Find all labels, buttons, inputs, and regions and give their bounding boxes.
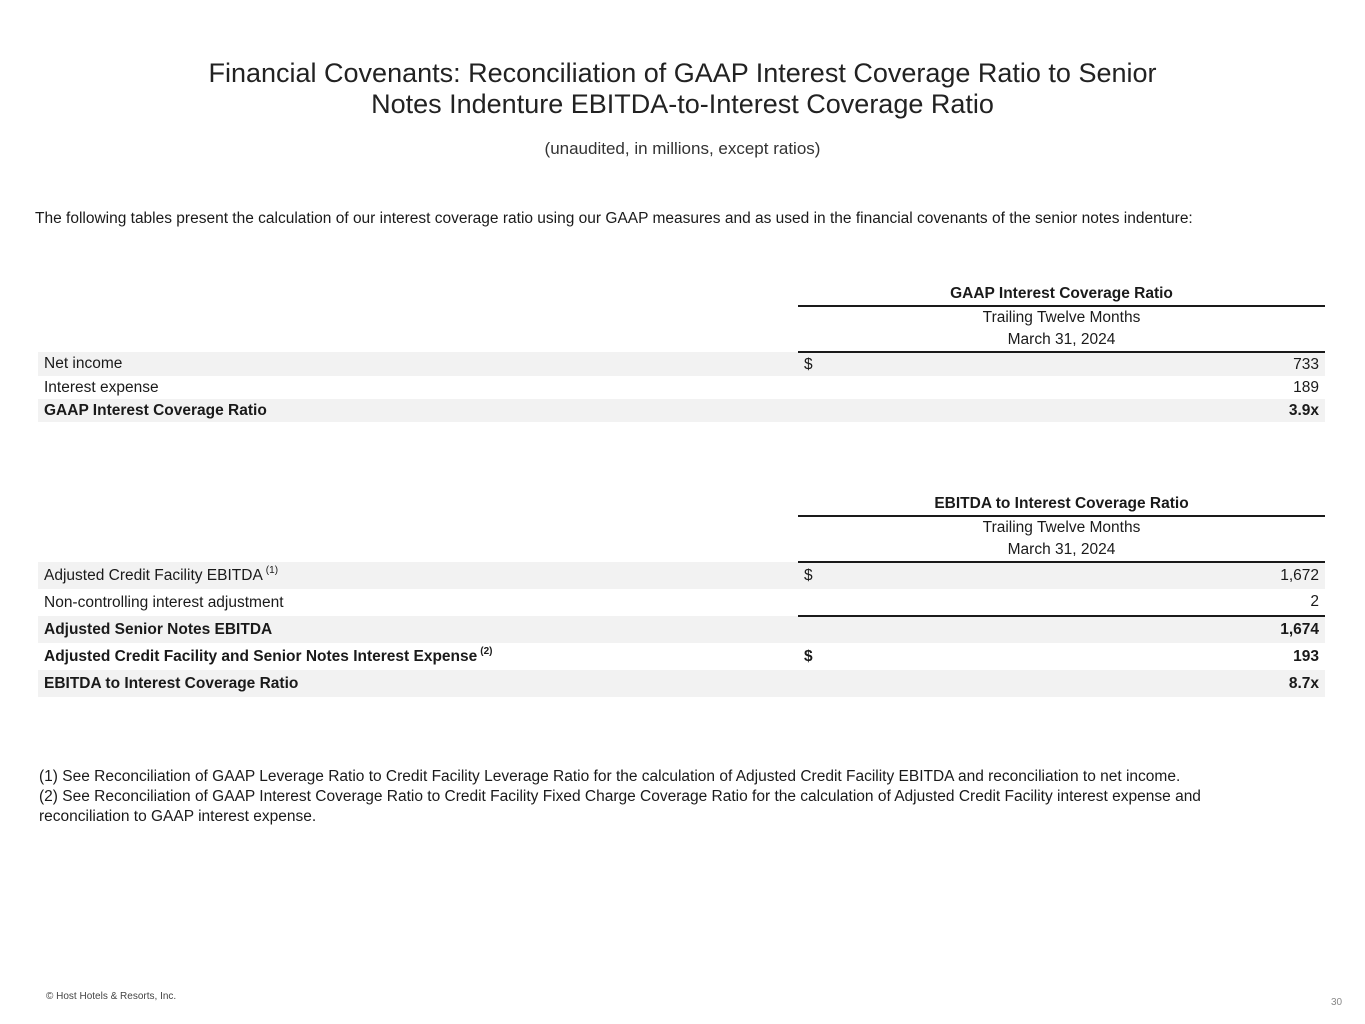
row-value: 2 [1310,593,1319,610]
row-value: 1,672 [830,562,1325,589]
table-row [38,352,1325,376]
row-currency: $ [798,352,830,376]
table-date: March 31, 2024 [1007,541,1116,558]
row-value: 193 [1293,647,1319,665]
row-currency [798,376,830,399]
row-currency [798,670,830,697]
row-currency: $ [798,562,830,589]
table-row [38,589,1325,616]
table-header: GAAP Interest Coverage Ratio [798,283,1325,306]
page-title [0,58,1365,120]
row-label: Interest expense [44,378,159,396]
copyright-notice: © Host Hotels & Resorts, Inc. [46,991,177,1002]
row-value: 189 [1293,378,1319,396]
row-value: 1,674 [830,616,1325,643]
intro-paragraph: The following tables present the calculation of our interest coverage ratio using our GAAP measures and as used in the financial covenants of the senior notes indenture: [35,210,1193,227]
row-currency [798,589,830,616]
row-label: Non-controlling interest adjustment [44,593,284,611]
gaap-interest-coverage-table [38,283,1325,422]
row-label: GAAP Interest Coverage Ratio [38,399,798,422]
footnote-1: (1) See Reconciliation of GAAP Leverage Ratio to Credit Facility Leverage Ratio for the calculation of Adjusted Credit Facility EBITDA and reconciliation to net income. [39,768,1181,785]
table-row [38,376,1325,399]
page-number: 30 [1331,997,1343,1008]
page-title-line-1: Financial Covenants: Reconciliation of GAAP Interest Coverage Ratio to Senior [208,58,1157,88]
table-row [38,399,1325,422]
row-label: Net income [38,352,798,376]
table-period: Trailing Twelve Months [982,309,1141,326]
table-row [38,670,1325,697]
row-currency: $ [804,647,813,665]
footnote-2: (2) See Reconciliation of GAAP Interest Coverage Ratio to Credit Facility Fixed Charge Coverage Ratio for the calculation of Adjusted Credit Facility interest expense and reconciliation to GAAP interest expense. [39,788,1201,825]
row-label: EBITDA to Interest Coverage Ratio [38,670,798,697]
ebitda-interest-coverage-table [38,493,1325,697]
row-label: Adjusted Senior Notes EBITDA [38,616,798,643]
row-value: 8.7x [830,670,1325,697]
table-date: March 31, 2024 [1007,331,1116,348]
table-row [38,643,1325,670]
page-title-line-2: Notes Indenture EBITDA-to-Interest Coverage Ratio [371,89,994,119]
footnote-ref: (2) [480,646,493,658]
row-label: Adjusted Credit Facility EBITDA $^{(1)}$ [38,562,798,589]
row-label: Adjusted Credit Facility and Senior Notes Interest Expense $^{(2)}$ [44,646,493,665]
table-header: EBITDA to Interest Coverage Ratio [798,493,1325,516]
footnotes [39,767,1269,827]
table-row [38,616,1325,643]
table-row [38,562,1325,589]
row-value: 3.9x [830,399,1325,422]
table-period: Trailing Twelve Months [982,519,1141,536]
footnote-ref: (1) [265,565,279,577]
row-value: 733 [830,352,1325,376]
row-currency [798,616,830,643]
page-subtitle: (unaudited, in millions, except ratios) [544,139,821,158]
row-currency [798,399,830,422]
